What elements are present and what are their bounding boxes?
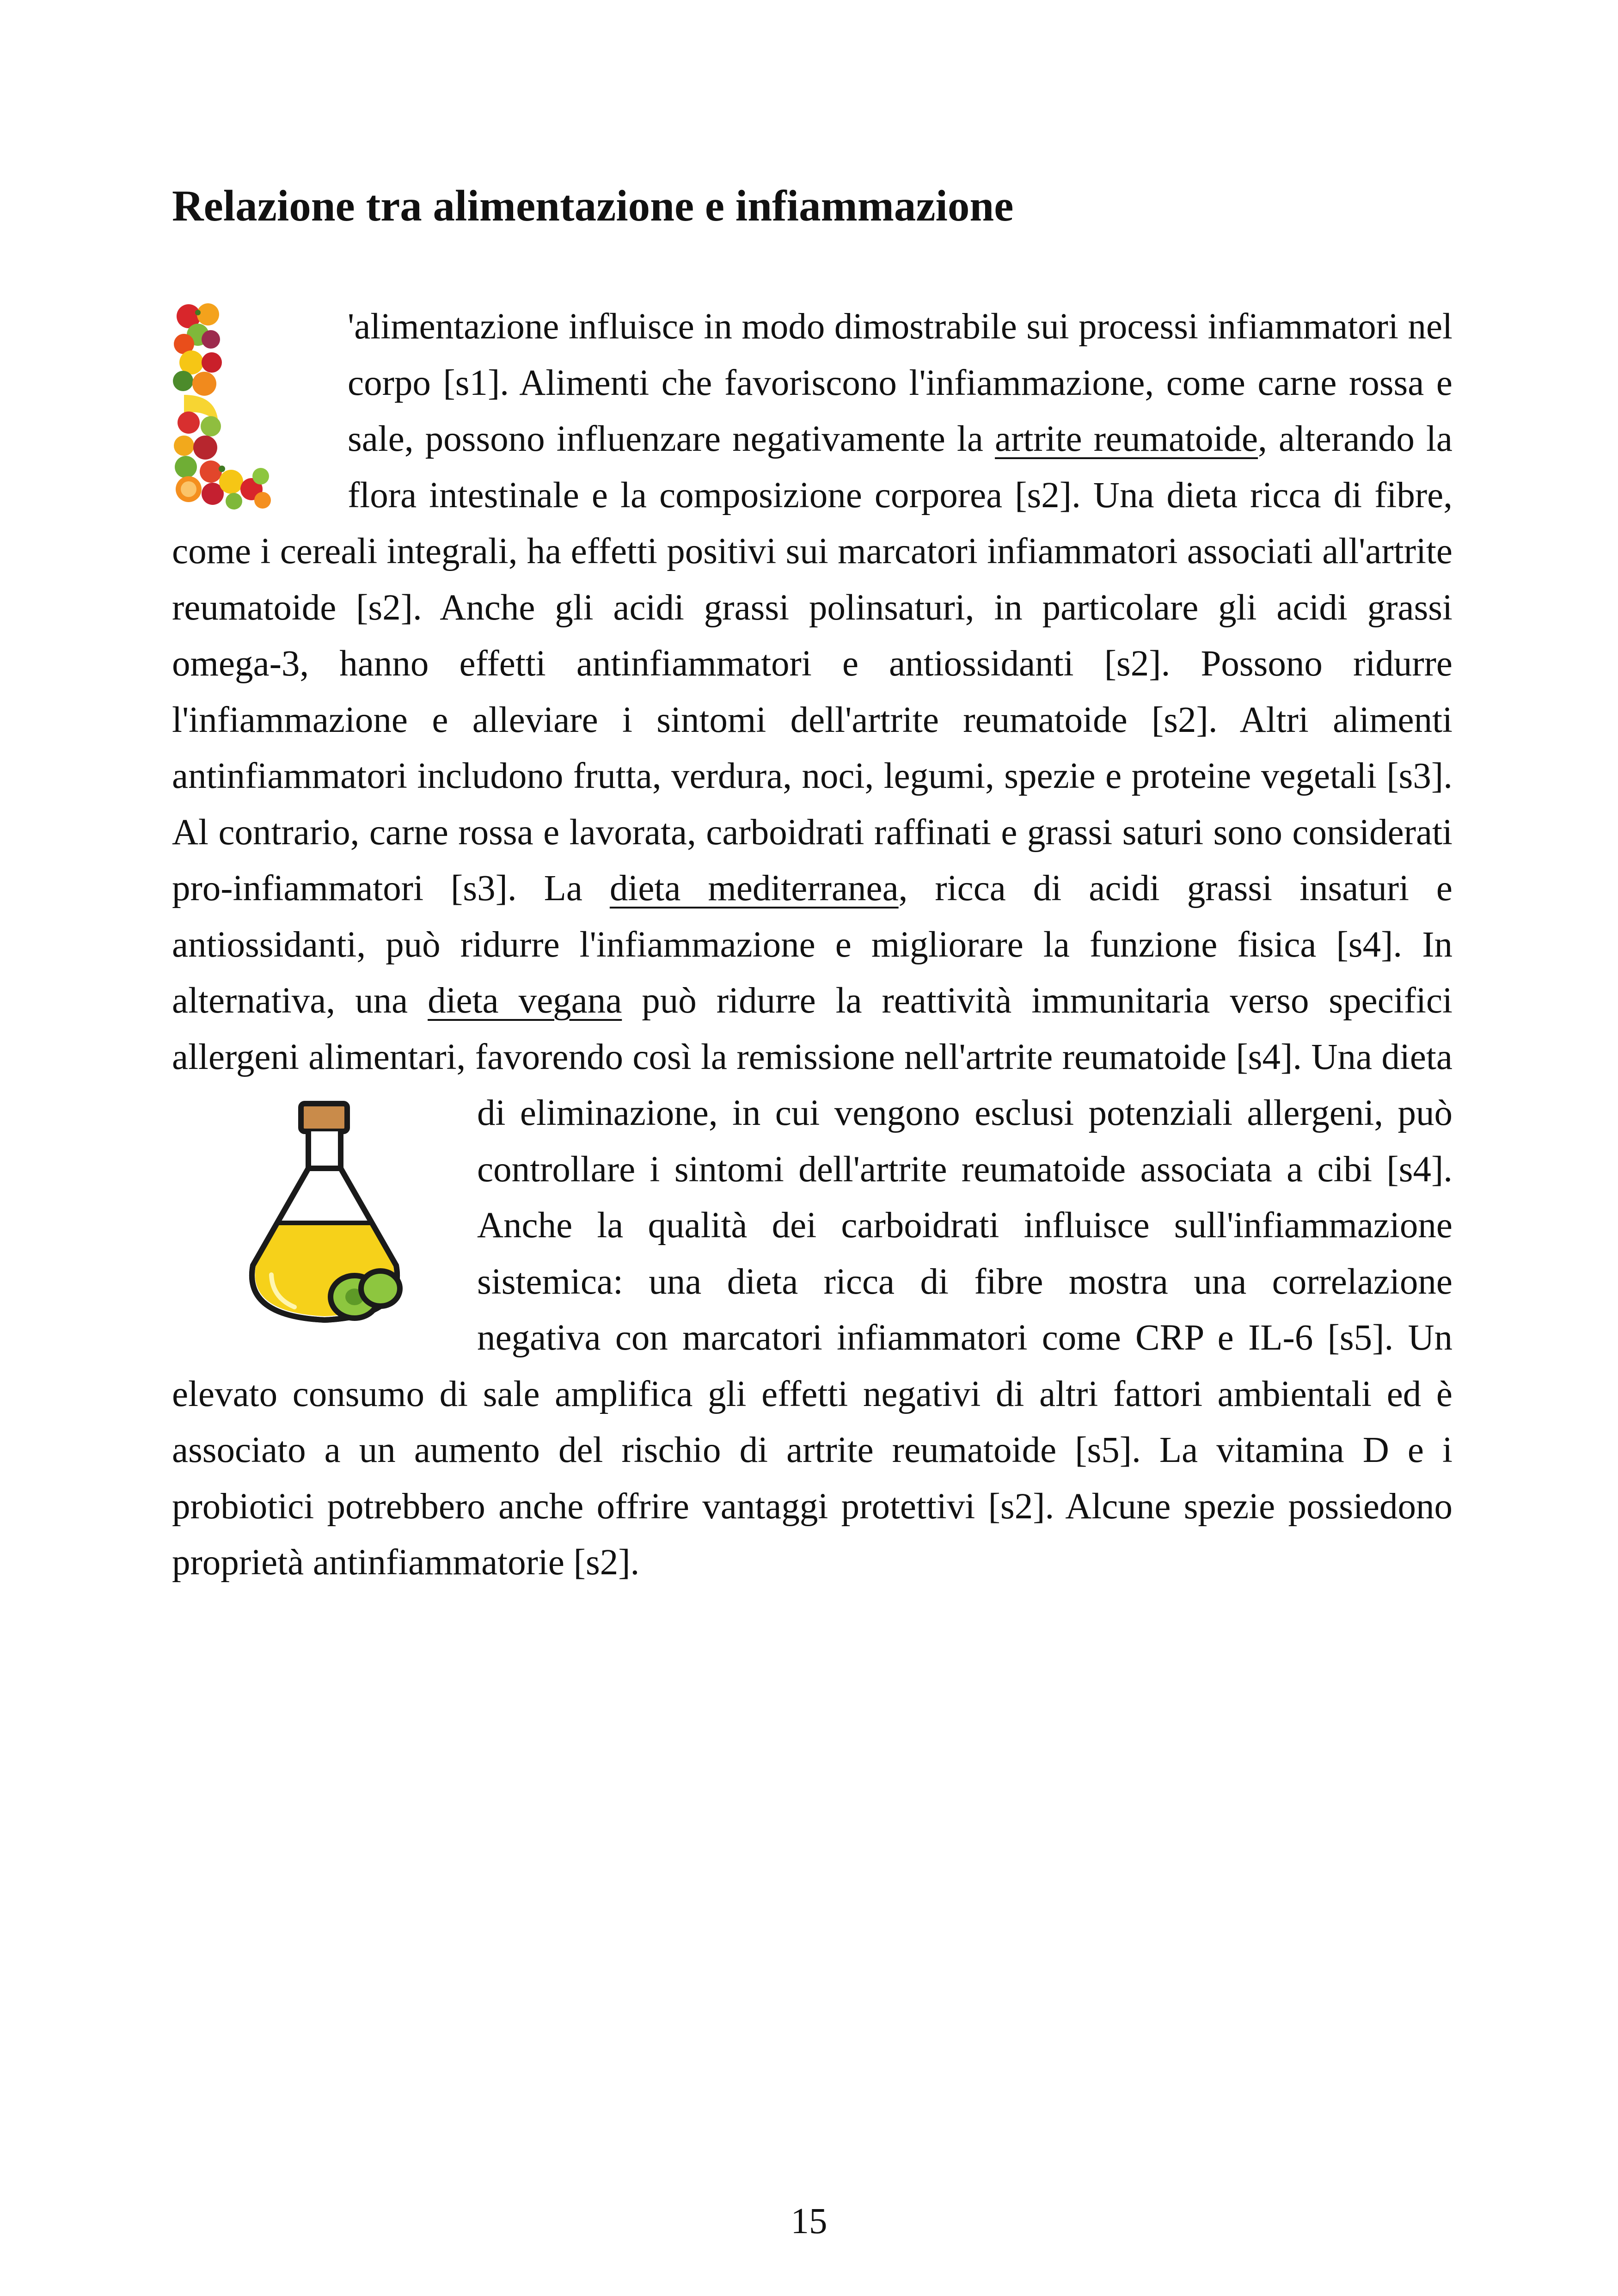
paragraph-text-5: controllare i sintomi dell'artrite reumatoide associata a cibi [s4]. Anche la qualità dei carboidrati influisce sull'infiammazione sistemica: una dieta ricca di fibre mostra una correlazione negativa con marcatori infiammatori come CRP e IL-6 [s5]. Un elevato consumo di sale amplifica gli effetti negativi di altri fattori ambientali ed è associato a un aumento del rischio di artrite reumatoide [s5]. La vitamina D e i probiotici potrebbero anche offrire vantaggi protettivi [s2]. Alcune spezie possiedono proprietà antinfiammatorie [s2]. — [172, 1149, 1453, 1583]
paragraph-text-4: può ridurre la reattività immunitaria verso specifici allergeni alimentari, favorendo così la remissione nell'artrite reumatoide [s4]. Una dieta di eliminazione, in cui vengono esclusi potenziali allergeni, può — [172, 981, 1453, 1133]
page-title: Relazione tra alimentazione e infiammazione — [172, 181, 1014, 230]
fruit-cluster — [173, 303, 271, 510]
paragraph-text-3: , ricca di acidi grassi insaturi e antiossidanti, può ridurre l'infiammazione e migliorare la funzione fisica [s4]. In alternativa, una — [172, 868, 1453, 1021]
paragraph-text-2: , alterando la flora intestinale e la composizione corporea [s2]. Una dieta ricca di fibre, come i cereali integrali, ha effetti positivi sui marcatori infiammatori associati all'artrite reumatoide [s2]. Anche gli acidi grassi polinsaturi, in particolare gli acidi grassi omega-3, hanno effetti antinfiammatori e antiossidanti [s2]. Possono ridurre l'infiammazione e alleviare i sintomi dell'artrite reumatoide [s2]. Altri alimenti antinfiammatori includono frutta, verdura, noci, legumi, spezie e proteine vegetali [s3]. Al contrario, carne rossa e lavorata, carboidrati raffinati e grassi saturi sono considerati pro-infiammatori [s3]. La — [172, 419, 1453, 909]
body-paragraph — [172, 299, 1453, 1591]
oil-bottle-illustration — [172, 1085, 477, 1330]
link-dieta-mediterranea[interactable]: dieta mediterranea — [609, 868, 899, 909]
link-dieta-vegana[interactable]: dieta vegana — [428, 981, 622, 1021]
page-number: 15 — [791, 2201, 827, 2241]
dropcap-letter-l — [172, 299, 348, 519]
link-artrite-reumatoide[interactable]: artrite reumatoide — [995, 419, 1258, 459]
fruit-letter-L-icon — [170, 302, 272, 510]
paragraph-text-1: 'alimentazione influisce in modo dimostrabile sui processi infiammatori nel corpo [s1]. Alimenti che favoriscono l'infiammazione, come carne rossa e sale, possono influenzare negativamente la — [348, 307, 1453, 459]
olive-oil-bottle-icon — [244, 1099, 405, 1330]
